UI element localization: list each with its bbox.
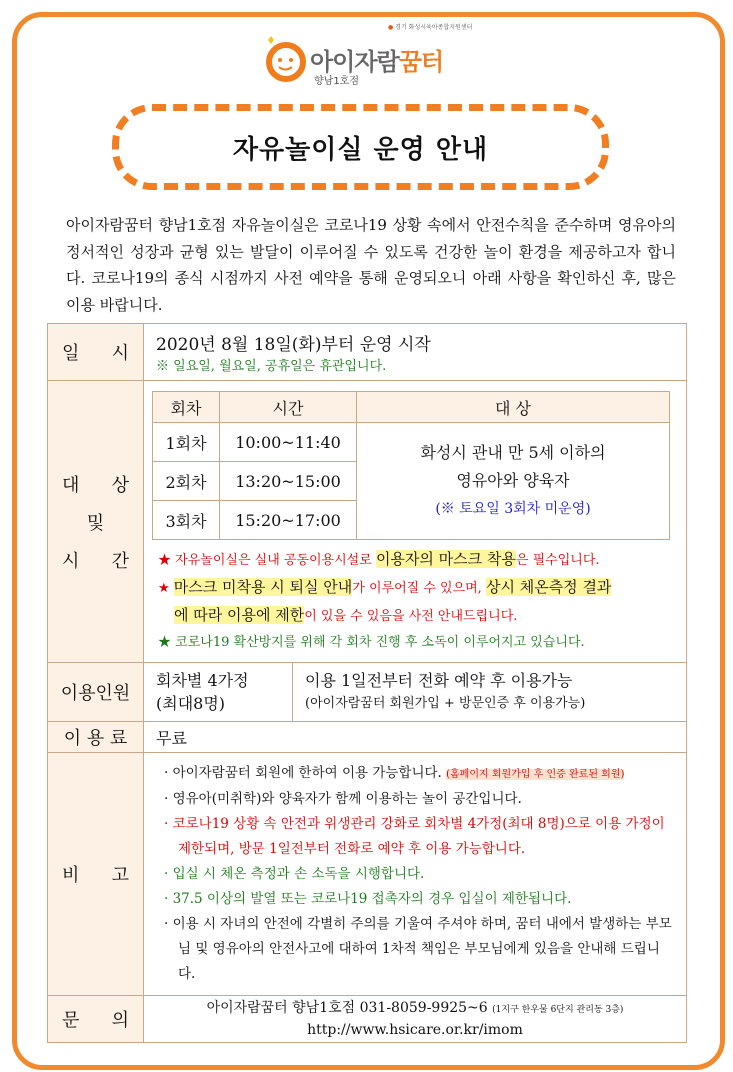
- label-contact: 문 의: [48, 996, 144, 1043]
- center-org: ● 경기 화성시육아종합지원센터: [388, 24, 473, 31]
- label-capacity: 이용인원: [48, 663, 144, 722]
- logo: [258, 20, 498, 90]
- row-date: [48, 324, 687, 381]
- row-target: [48, 381, 687, 663]
- closed-note: ※ 일요일, 월요일, 공휴일은 휴관입니다.: [156, 359, 387, 374]
- intro-paragraph: 아이자람꿈터 향남1호점 자유놀이실은 코로나19 상황 속에서 안전수칙을 준수하며 영유아의 정서적인 성장과 균형 있는 발달이 이루어질 수 있도록 건강한 놀이 환경을 제공하고자 합니다. 코로나19의 종식 시점까지 사전 예약을 통해 운영되오니 아래 사항을 확인하신 후, 많은 이용 바랍니다.: [66, 216, 676, 314]
- label-target: 대 상 및 시 간: [48, 381, 144, 663]
- child-face-icon: [262, 34, 308, 84]
- list-item: · 영유아(미취학)와 양육자가 함께 이용하는 놀이 공간입니다.: [164, 791, 522, 807]
- note-mask: ★ 자유놀이실은 실내 공동이용시설로 이용자의 마스크 착용은 필수입니다.: [158, 550, 600, 568]
- contact-phone: 아이자람꿈터 향남1호점 031-8059-9925~6: [206, 1000, 488, 1016]
- date-cell: [144, 324, 687, 381]
- capacity-cell: 회차별 4가정 (최대8명): [144, 663, 293, 722]
- note-exit: ★ 마스크 미착용 시 퇴실 안내가 이루어질 수 있으며, 상시 체온측정 결과: [158, 578, 612, 596]
- fee-value: 무료: [144, 722, 687, 753]
- row-capacity: [48, 663, 687, 722]
- contact-cell: [144, 996, 687, 1043]
- session-header: 회차 시간 대 상: [153, 392, 670, 423]
- label-remarks: 비 고: [48, 753, 144, 996]
- row-contact: [48, 996, 687, 1043]
- target-cell: [144, 381, 687, 663]
- page-title: 자유놀이실 운영 안내: [232, 134, 489, 165]
- logo-branch: 향남1호점: [314, 76, 360, 87]
- list-item: · 입실 시 체온 측정과 손 소독을 시행합니다.: [164, 866, 425, 882]
- label-date: 일 시: [48, 324, 144, 381]
- row-remarks: [48, 753, 687, 996]
- note-disinfect: ★ 코로나19 확산방지를 위해 각 회차 진행 후 소독이 이루어지고 있습니다.: [158, 635, 585, 650]
- logo-name: 아이자람꿈터: [310, 48, 444, 76]
- star-icon: ★: [158, 635, 172, 650]
- remarks-list: [144, 753, 686, 995]
- session-table: [152, 391, 670, 540]
- start-date: 2020년 8월 18일(화)부터 운영 시작: [156, 335, 431, 355]
- session-row: 1회차 10:00~11:40 화성시 관내 만 5세 이하의 영유아와 양육자 (※ 토요일 3회차 미운영): [153, 423, 670, 462]
- label-fee: 이 용 료: [48, 722, 144, 753]
- star-icon: ★: [158, 581, 170, 596]
- info-table: [47, 323, 687, 1043]
- star-icon: ★: [158, 553, 172, 568]
- contact-address: (1지구 한우물 6단지 관리동 3층): [492, 1005, 624, 1015]
- list-item: · 코로나19 상황 속 안전과 위생관리 강화로 회차별 4가정(최대 8명)으로 이용 가정이 제한되며, 방문 1일전부터 전화로 예약 후 이용 가능합니다.: [164, 816, 665, 857]
- remarks-cell: [144, 753, 687, 996]
- session-row: 2회차 13:20~15:00: [153, 462, 670, 501]
- list-item: · 아이자람꿈터 회원에 한하여 이용 가능합니다. (홈페이지 회원가입 후 인증 완료된 회원): [164, 765, 625, 781]
- notes: [144, 540, 686, 662]
- row-fee: [48, 722, 687, 753]
- contact-url[interactable]: http://www.hsicare.or.kr/imom: [307, 1022, 523, 1038]
- list-item: · 37.5 이상의 발열 또는 코로나19 접촉자의 경우 입실이 제한됩니다.: [164, 891, 572, 907]
- list-item: · 이용 시 자녀의 안전에 각별히 주의를 기울여 주셔야 하며, 꿈터 내에서 발생하는 부모님 및 영유아의 안전사고에 대하여 1차적 책임은 부모님에게 있음을 안내해 드립니다.: [164, 916, 672, 982]
- session-row: 3회차 15:20~17:00: [153, 501, 670, 540]
- target-desc: 화성시 관내 만 5세 이하의 영유아와 양육자 (※ 토요일 3회차 미운영): [357, 423, 670, 540]
- title-box: [112, 104, 609, 190]
- note-exit-cont: 에 따라 이용에 제한이 있을 수 있음을 사전 안내드립니다.: [174, 606, 518, 624]
- reserve-cell: 이용 1일전부터 전화 예약 후 이용가능 (아이자람꿈터 회원가입 + 방문인증 후 이용가능): [293, 663, 687, 722]
